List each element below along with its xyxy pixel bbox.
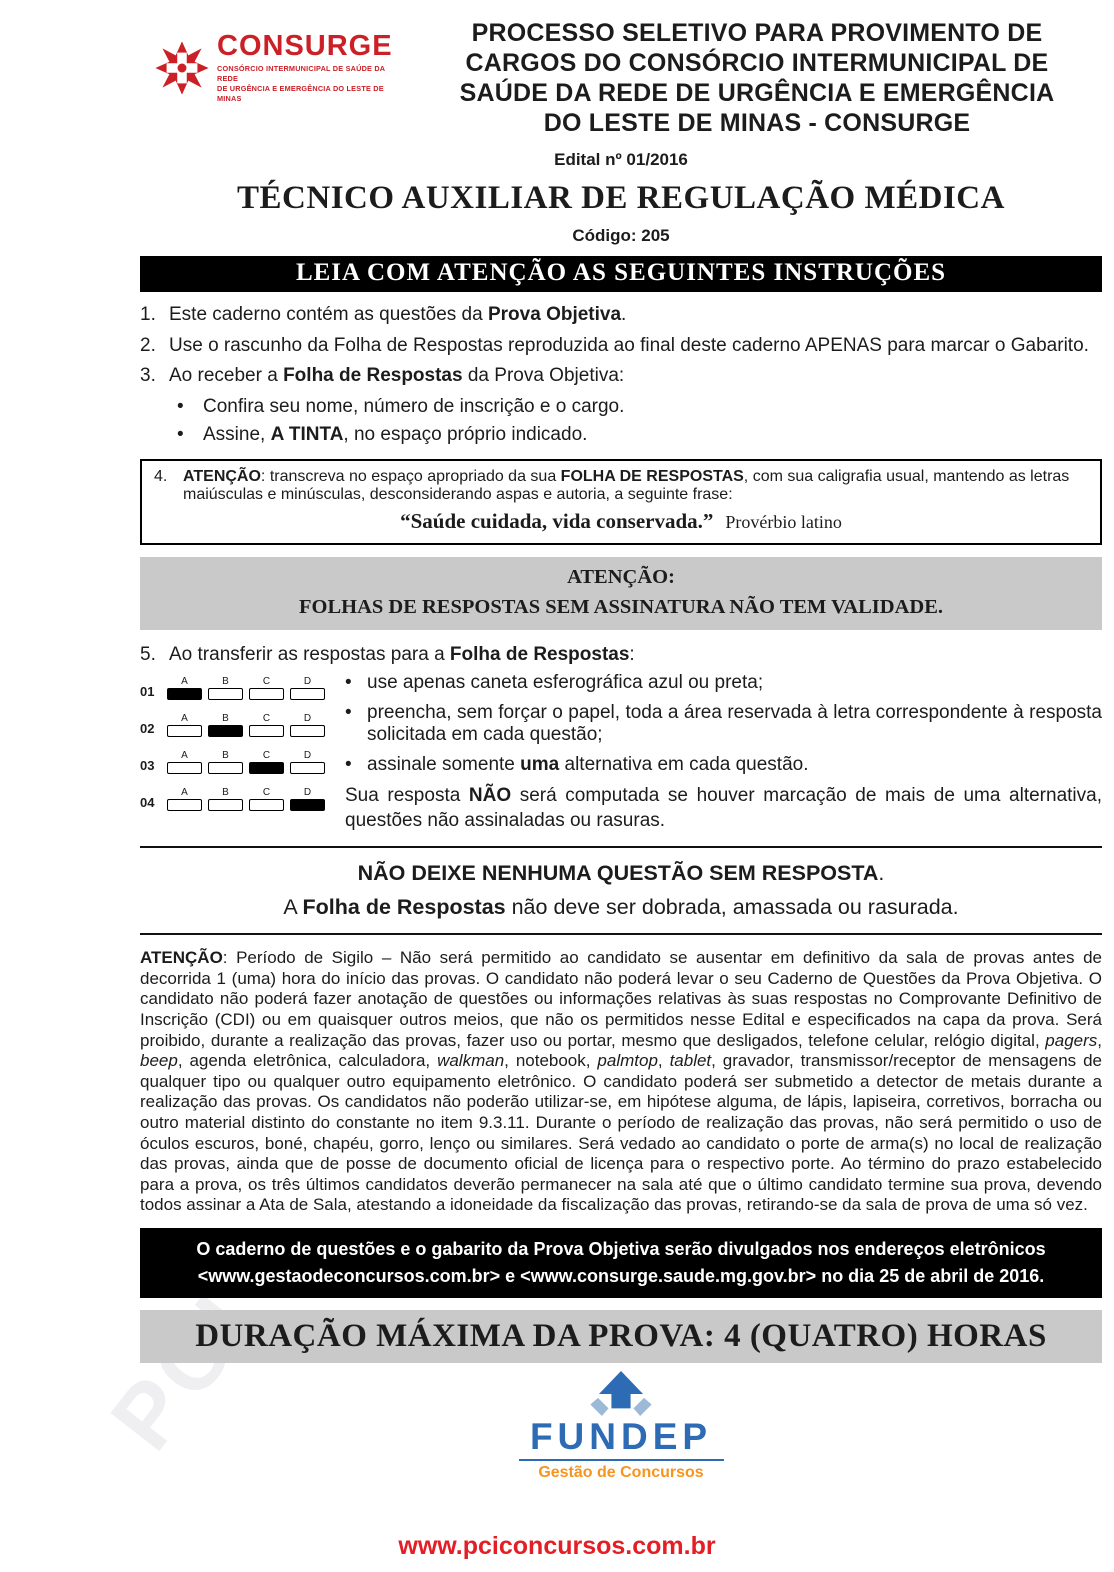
footer-url[interactable]: www.pciconcursos.com.br [398,1532,716,1560]
instructions-banner: LEIA COM ATENÇÃO AS SEGUINTES INSTRUÇÕES [140,256,1102,292]
instruction-subitem-1 [169,395,1102,420]
answer-bubble [249,725,284,737]
answer-letter: B [222,675,229,687]
duration-banner: DURAÇÃO MÁXIMA DA PROVA: 4 (QUATRO) HORAS [140,1310,1102,1363]
answer-cell [290,787,325,811]
answer-bubble [167,688,202,700]
answer-row [140,676,345,700]
answer-row-number: 03 [140,757,155,773]
instruction-item-2 [140,334,1102,359]
answer-letter: A [181,786,188,798]
no-blank-warning: NÃO DEIXE NENHUMA QUESTÃO SEM RESPOSTA. [357,861,885,886]
answer-letter: A [181,712,188,724]
consurge-logo-text [217,32,406,103]
transcribe-quote: “Saúde cuidada, vida conservada.” [400,509,714,534]
answer-letter: C [262,786,271,798]
watermark: PCI [92,1274,275,1469]
answer-cell [290,676,325,700]
instruction-text: Ao receber a Folha de Respostas da Prova Objetiva: [169,365,625,387]
instruction-number: 3. [140,365,156,387]
transcribe-quote-line [154,509,1088,534]
results-banner-line2: <www.gestaodeconcursos.com.br> e <www.consurge.saude.mg.gov.br> no dia 25 de abril de 2016. [197,1265,1045,1286]
answer-cell [167,713,202,737]
results-banner [140,1228,1102,1298]
transfer-bullet-1 [345,672,1102,694]
signature-warning-title: ATENÇÃO: [567,566,675,589]
job-code: Código: 205 [572,226,670,245]
results-banner-line1: O caderno de questões e o gabarito da Prova Objetiva serão divulgados nos endereços eletrônicos [196,1238,1046,1259]
answer-letter: B [222,749,229,761]
answer-bubble [290,799,325,811]
fundep-logo [140,1371,1102,1482]
answer-cell [208,750,243,774]
answer-bubble [167,799,202,811]
answer-bubble [167,725,202,737]
fundep-name: FUNDEP [529,1415,713,1457]
answer-letter: D [303,786,312,798]
instruction-text: Ao transferir as respostas para a Folha de Respostas: [169,643,635,665]
consurge-logo-icon [154,40,210,96]
instructions-list [140,303,1102,447]
answer-letter: A [181,749,188,761]
fundep-rule [519,1459,724,1461]
answer-cell [249,713,284,737]
instruction-subitem-text: • Assine, A TINTA, no espaço próprio indicado. [203,423,588,445]
answer-row-number: 02 [140,720,155,736]
answer-cell [167,676,202,700]
exam-title-line: PROCESSO SELETIVO PARA PROVIMENTO DE [471,19,1043,47]
answer-letter: C [262,749,271,761]
answer-bubble [208,762,243,774]
answer-bubble [249,762,284,774]
instruction-number: 4. [154,468,168,486]
answer-bubble [249,688,284,700]
transfer-section [140,672,1102,833]
answer-cell [290,750,325,774]
consurge-logo-subtitle-line1: CONSÓRCIO INTERMUNICIPAL DE SAÚDE DA REDE [217,64,386,83]
instruction-text: Use o rascunho da Folha de Respostas reproduzida ao final deste caderno APENAS para marcar o Gabarito. [169,334,1089,356]
answer-letter: A [181,675,188,687]
answer-cell [208,676,243,700]
consurge-logo-subtitle-line2: DE URGÊNCIA E EMERGÊNCIA DO LESTE DE MINAS [217,83,384,103]
instruction-subitem-2 [169,423,1102,448]
answer-bubble [290,762,325,774]
instruction-number: 2. [140,334,156,356]
consurge-logo-subtitle [217,64,406,103]
divider [140,846,1102,848]
signature-warning-box [140,557,1102,629]
transfer-bullet-text: • preencha, sem forçar o papel, toda a área reservada à letra correspondente à resposta solicitada em cada questão; [367,701,1102,745]
instruction-item-1 [140,303,1102,328]
answer-row-number: 01 [140,683,155,699]
transfer-bullet-3 [345,754,1102,776]
answer-letter: D [303,712,312,724]
transfer-bullet-text: • use apenas caneta esferográfica azul ou preta; [367,671,764,693]
answer-bubble [208,688,243,700]
answer-bubble [208,725,243,737]
answer-row [140,750,345,774]
answer-row [140,713,345,737]
divider [140,933,1102,935]
transfer-bullet-text: • assinale somente uma alternativa em cada questão. [367,753,809,775]
answer-grid-example [140,672,345,833]
quote-attribution: Provérbio latino [725,512,842,533]
edital-label: Edital nº 01/2016 [554,150,688,169]
fundep-arrow-icon [573,1371,669,1417]
answer-cell [167,750,202,774]
exam-title-line: CARGOS DO CONSÓRCIO INTERMUNICIPAL DE [465,49,1049,77]
instruction-text: Este caderno contém as questões da Prova Objetiva. [169,304,627,325]
answer-bubble [290,725,325,737]
answer-bubble [290,688,325,700]
exam-title-line: SAÚDE DA REDE DE URGÊNCIA E EMERGÊNCIA [459,79,1055,107]
consurge-logo [154,32,406,103]
instruction-subitem-text: • Confira seu nome, número de inscrição e o cargo. [203,396,625,418]
transfer-note: Sua resposta NÃO será computada se houver marcação de mais de uma alternativa, questões não assinaladas ou rasuras. [345,784,1102,831]
transfer-bullet-2 [345,702,1102,746]
answer-bubble [249,799,284,811]
instruction-item-5 [140,644,1102,666]
sigilo-paragraph: ATENÇÃO: Período de Sigilo – Não será permitido ao candidato se ausentar em definitivo da sala de provas antes de decorrida 1 (uma) hora do início das provas. O candidato não poderá levar o seu Caderno de Questões da Prova Objetiva. O candidato não poderá fazer anotação de questões ou informações relativas às suas respostas no Comprovante Definitivo de Inscrição (CDI) ou em quaisquer outros meios, que não os permitidos nesse Edital e especificados na capa da prova. Será proibido, durante a realização das provas, fazer uso ou portar, mesmo que desligados, telefone celular, relógio digital, pagers, beep, agenda eletrônica, calculadora, walkman, notebook, palmtop, tablet, gravador, transmissor/receptor de mensagens de qualquer tipo ou qualquer outro equipamento eletrônico. O candidato poderá ser submetido a detector de metais durante a realização das provas. Os candidatos não poderão utilizar-se, em hipótese alguma, de lápis, lapiseira, corretivos, borracha ou outro material distinto do constante no item 9.3.11. Durante o período de realização das provas, não será permitido o uso de óculos escuros, boné, chapéu, gorro, lenço ou similares. Será vedado ao candidato o porte de arma(s) no local de realização das provas, ainda que de posse de documento oficial de licença para o respectivo porte. Ao término do prazo estabelecido para a prova, os três últimos candidatos deverão permanecer na sala até que o último candidato termine sua prova, devendo todos assinar a Ata de Sala, atestando a idoneidade da fiscalização das provas, retirando-se da sala de prova de uma só vez. [140,948,1103,1215]
no-fold-warning: A Folha de Respostas não deve ser dobrada, amassada ou rasurada. [283,895,959,920]
answer-cell [249,676,284,700]
fundep-tagline: Gestão de Concursos [538,1463,704,1481]
answer-row [140,787,345,811]
exam-title-line: DO LESTE DE MINAS - CONSURGE [543,109,971,137]
attention-transcribe-box [140,459,1102,545]
answer-cell [167,787,202,811]
answer-letter: B [222,712,229,724]
answer-row-number: 04 [140,794,155,810]
answer-letter: D [303,675,312,687]
answer-bubble [167,762,202,774]
consurge-logo-name: CONSURGE [217,30,393,62]
answer-letter: B [222,786,229,798]
job-title: TÉCNICO AUXILIAR DE REGULAÇÃO MÉDICA [237,180,1005,216]
instruction-item-3 [140,364,1102,389]
exam-title [412,18,1102,138]
header [140,0,1102,138]
signature-warning-text: FOLHAS DE RESPOSTAS SEM ASSINATURA NÃO TEM VALIDADE. [298,596,943,619]
answer-cell [290,713,325,737]
instruction-number: 1. [140,304,156,325]
answer-cell [208,713,243,737]
instruction-text: ATENÇÃO: transcreva no espaço apropriado da sua FOLHA DE RESPOSTAS, com sua caligrafia usual, mantendo as letras maiúsculas e minúsculas, desconsiderando aspas e autoria, a seguinte frase: [183,468,1070,504]
instruction-item-4 [154,468,1088,504]
answer-cell [249,787,284,811]
answer-bubble [208,799,243,811]
answer-letter: C [262,712,271,724]
answer-letter: C [262,675,271,687]
answer-cell [249,750,284,774]
answer-letter: D [303,749,312,761]
transfer-instructions [345,672,1102,833]
instruction-number: 5. [140,643,156,665]
answer-cell [208,787,243,811]
